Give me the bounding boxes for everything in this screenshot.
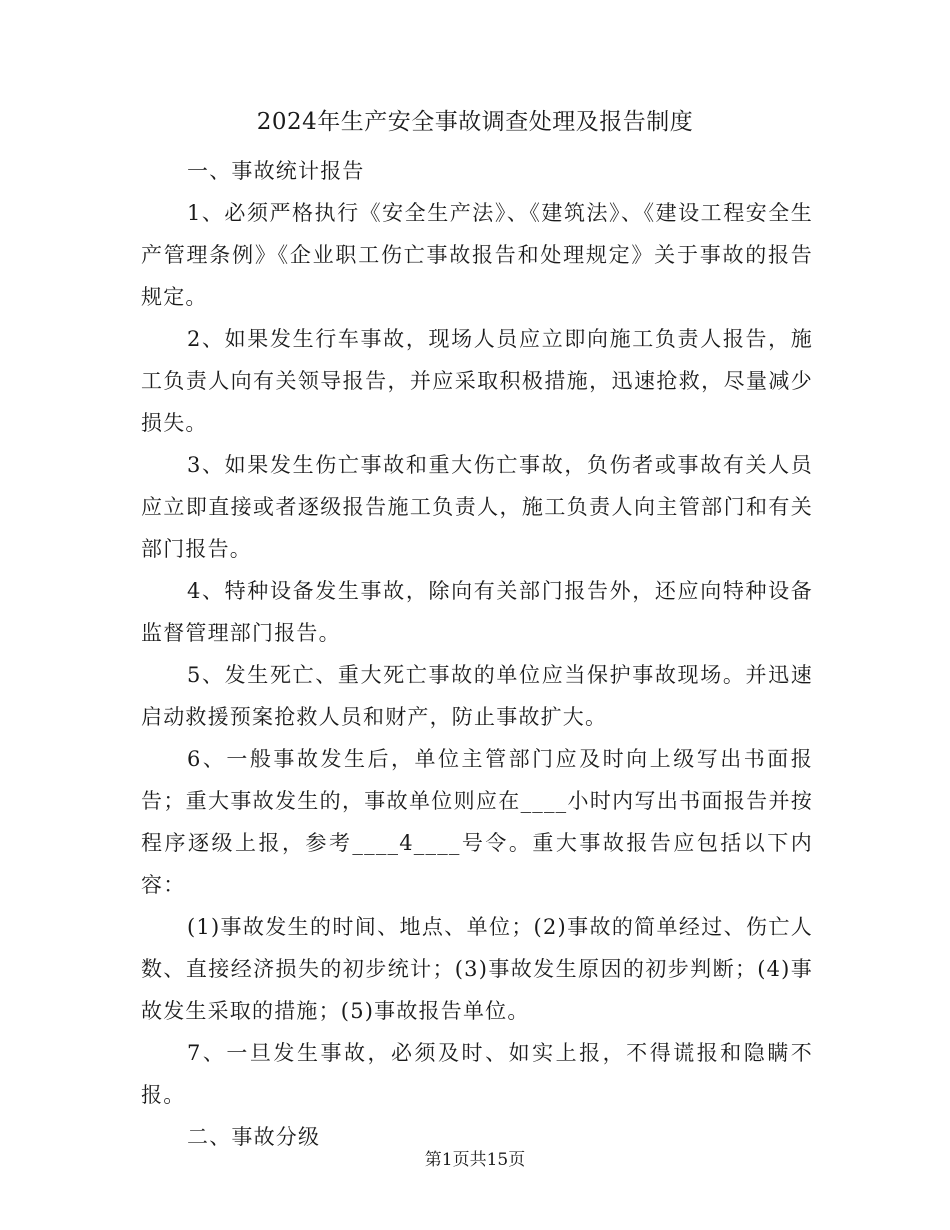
- paragraph-item-3: 3、如果发生伤亡事故和重大伤亡事故，负伤者或事故有关人员应立即直接或者逐级报告施工负责人，施工负责人向主管部门和有关部门报告。: [141, 453, 813, 561]
- section-heading-1: 一、事故统计报告: [187, 159, 365, 183]
- paragraph-item-2: 2、如果发生行车事故，现场人员应立即向施工负责人报告，施工负责人向有关领导报告，并应采取积极措施，迅速抢救，尽量减少损失。: [141, 327, 813, 435]
- paragraph-item-4: 4、特种设备发生事故，除向有关部门报告外，还应向特种设备监督管理部门报告。: [141, 579, 813, 645]
- page-number-footer: 第1页共15页: [424, 1150, 526, 1170]
- document-title: 2024年生产安全事故调查处理及报告制度: [256, 109, 694, 135]
- document-body: [141, 150, 813, 1158]
- paragraph-item-6: 6、一般事故发生后，单位主管部门应及时向上级写出书面报告；重大事故发生的，事故单位则应在____小时内写出书面报告并按程序逐级上报，参考____4____号令。重大事故报告应包括以下内容：: [141, 747, 813, 897]
- paragraph-item-1: 1、必须严格执行《安全生产法》、《建筑法》、《建设工程安全生产管理条例》《企业职工伤亡事故报告和处理规定》关于事故的报告规定。: [141, 201, 813, 309]
- section-heading-2: 二、事故分级: [187, 1125, 321, 1149]
- paragraph-item-5: 5、发生死亡、重大死亡事故的单位应当保护事故现场。并迅速启动救援预案抢救人员和财产，防止事故扩大。: [141, 663, 813, 729]
- paragraph-item-6-details: (1)事故发生的时间、地点、单位；(2)事故的简单经过、伤亡人数、直接经济损失的初步统计；(3)事故发生原因的初步判断；(4)事故发生采取的措施；(5)事故报告单位。: [141, 915, 813, 1023]
- paragraph-item-7: 7、一旦发生事故，必须及时、如实上报，不得谎报和隐瞒不报。: [141, 1041, 813, 1107]
